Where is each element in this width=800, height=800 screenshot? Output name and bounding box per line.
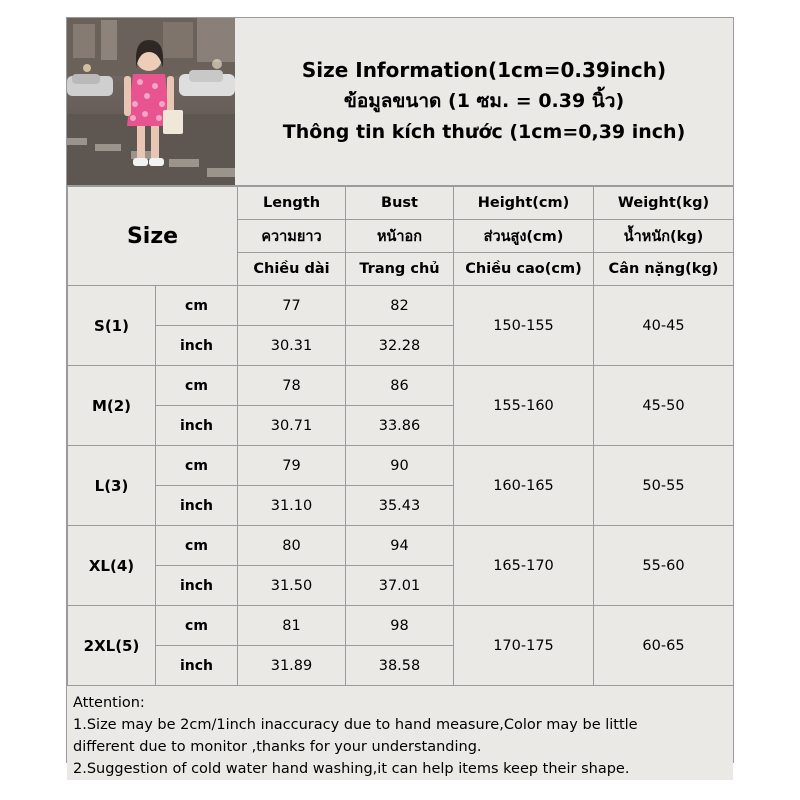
attention-heading: Attention: — [73, 695, 145, 711]
row-unit-cm: cm — [156, 446, 238, 486]
row-unit-cm: cm — [156, 526, 238, 566]
row-length-inch: 31.10 — [238, 486, 346, 526]
row-bust-inch: 37.01 — [346, 566, 454, 606]
row-weight: 40-45 — [594, 286, 734, 366]
row-height: 170-175 — [454, 606, 594, 686]
table-row — [68, 446, 734, 486]
row-weight: 55-60 — [594, 526, 734, 606]
header-bust-vi: Trang chủ — [346, 253, 454, 286]
row-unit-inch: inch — [156, 326, 238, 366]
row-unit-inch: inch — [156, 566, 238, 606]
attention-line-2: different due to monitor ,thanks for your understanding. — [73, 739, 482, 755]
row-bust-inch: 32.28 — [346, 326, 454, 366]
header-height-vi: Chiều cao(cm) — [454, 253, 594, 286]
header-height-en: Height(cm) — [454, 187, 594, 220]
header-weight-en: Weight(kg) — [594, 187, 734, 220]
header-length-en: Length — [238, 187, 346, 220]
row-size-label: 2XL(5) — [68, 606, 156, 686]
row-height: 150-155 — [454, 286, 594, 366]
table-header-row-en — [68, 187, 734, 220]
header-bust-th: หน้าอก — [346, 220, 454, 253]
row-unit-cm: cm — [156, 606, 238, 646]
title-line-th: ข้อมูลขนาด (1 ซม. = 0.39 นิ้ว) — [343, 90, 625, 112]
table-row — [68, 526, 734, 566]
table-row — [68, 366, 734, 406]
row-size-label: S(1) — [68, 286, 156, 366]
row-bust-inch: 33.86 — [346, 406, 454, 446]
row-length-inch: 30.71 — [238, 406, 346, 446]
header-height-th: ส่วนสูง(cm) — [454, 220, 594, 253]
model-photo-illustration — [67, 18, 235, 185]
header-titles — [235, 18, 733, 185]
row-bust-cm: 86 — [346, 366, 454, 406]
row-unit-inch: inch — [156, 486, 238, 526]
header-length-th: ความยาว — [238, 220, 346, 253]
row-bust-inch: 38.58 — [346, 646, 454, 686]
row-unit-cm: cm — [156, 286, 238, 326]
header-length-vi: Chiều dài — [238, 253, 346, 286]
header-weight-vi: Cân nặng(kg) — [594, 253, 734, 286]
row-size-label: XL(4) — [68, 526, 156, 606]
size-word-cell: Size — [68, 187, 238, 286]
row-weight: 60-65 — [594, 606, 734, 686]
header-bust-en: Bust — [346, 187, 454, 220]
row-weight: 50-55 — [594, 446, 734, 526]
size-table — [67, 186, 734, 686]
row-length-inch: 30.31 — [238, 326, 346, 366]
row-length-inch: 31.50 — [238, 566, 346, 606]
attention-block — [67, 686, 733, 780]
row-unit-cm: cm — [156, 366, 238, 406]
row-bust-cm: 98 — [346, 606, 454, 646]
table-row — [68, 606, 734, 646]
row-weight: 45-50 — [594, 366, 734, 446]
row-length-cm: 79 — [238, 446, 346, 486]
header — [67, 18, 733, 186]
row-length-cm: 77 — [238, 286, 346, 326]
row-bust-cm: 90 — [346, 446, 454, 486]
row-length-cm: 78 — [238, 366, 346, 406]
row-length-cm: 81 — [238, 606, 346, 646]
row-length-inch: 31.89 — [238, 646, 346, 686]
row-size-label: L(3) — [68, 446, 156, 526]
attention-line-1: 1.Size may be 2cm/1inch inaccuracy due to hand measure,Color may be little — [73, 717, 638, 733]
model-photo — [67, 18, 235, 185]
table-row — [68, 286, 734, 326]
attention-line-3: 2.Suggestion of cold water hand washing,it can help items keep their shape. — [73, 761, 630, 777]
row-height: 160-165 — [454, 446, 594, 526]
row-length-cm: 80 — [238, 526, 346, 566]
row-height: 165-170 — [454, 526, 594, 606]
title-line-en: Size Information(1cm=0.39inch) — [301, 58, 667, 82]
header-weight-th: น้ำหนัก(kg) — [594, 220, 734, 253]
size-chart-card — [66, 17, 734, 777]
row-unit-inch: inch — [156, 646, 238, 686]
row-unit-inch: inch — [156, 406, 238, 446]
row-bust-cm: 94 — [346, 526, 454, 566]
row-height: 155-160 — [454, 366, 594, 446]
title-line-vi: Thông tin kích thước (1cm=0,39 inch) — [282, 121, 686, 143]
row-bust-cm: 82 — [346, 286, 454, 326]
row-size-label: M(2) — [68, 366, 156, 446]
row-bust-inch: 35.43 — [346, 486, 454, 526]
